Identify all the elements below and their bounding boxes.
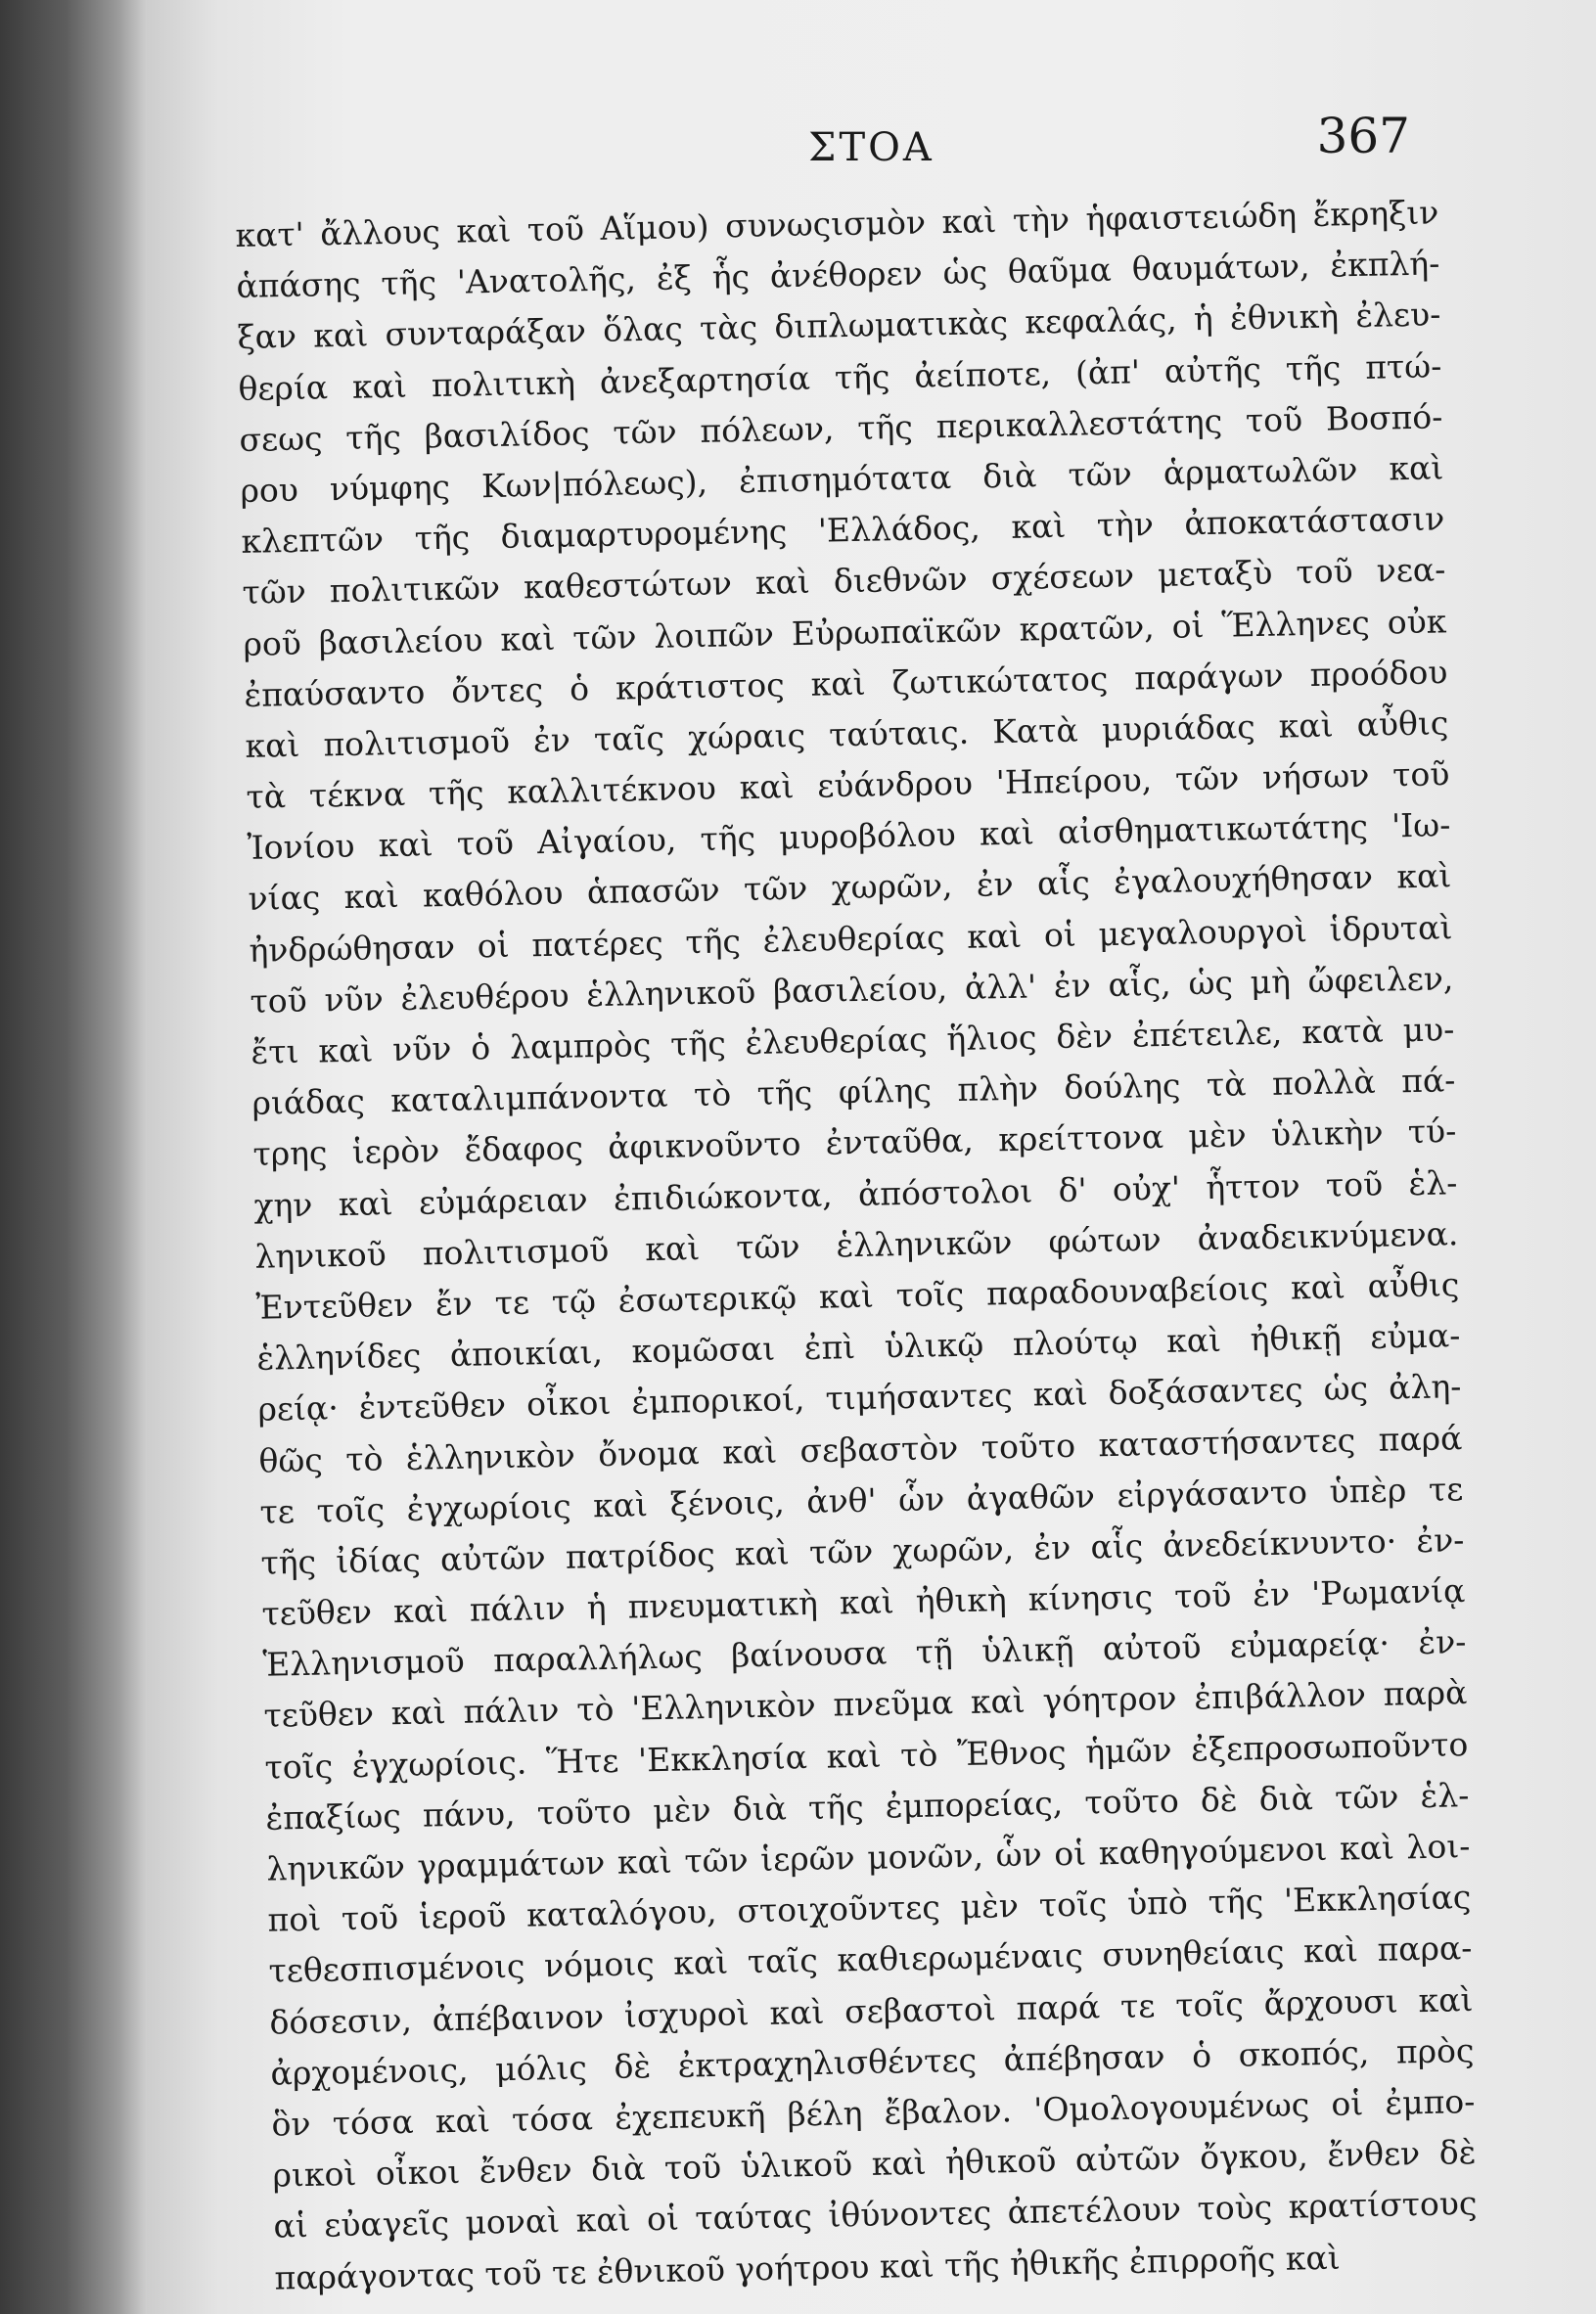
book-gutter-shadow (0, 0, 147, 2314)
text-line: Ἑλληνισμοῦ παραλλήλως βαίνουσα τῇ ὑλικῇ αὐτοῦ εὐμαρείᾳ· ἐν- (262, 1622, 1467, 1684)
text-line: θῶς τὸ ἑλληνικὸν ὄνομα καὶ σεβαστὸν τοῦτο καταστήσαντες παρά (258, 1418, 1463, 1480)
text-line: τῶν πολιτικῶν καθεστώτων καὶ διεθνῶν σχέσεων μεταξὺ τοῦ νεα- (242, 550, 1446, 613)
text-line: ροῦ βασιλείου καὶ τῶν λοιπῶν Εὐρωπαϊκῶν κρατῶν, οἱ Ἕλληνες οὐκ (243, 601, 1447, 663)
text-line: τῆς ἰδίας αὐτῶν πατρίδος καὶ τῶν χωρῶν, ἐν αἷς ἀνεδείκνυντο· ἐν- (260, 1520, 1465, 1582)
text-line: ὃν τόσα καὶ τόσα ἐχεπευκῆ βέλη ἔβαλον. 'Ομολογουμένως οἱ ἐμπο- (271, 2081, 1476, 2144)
text-line: τοῦ νῦν ἐλευθέρου ἑλληνικοῦ βασιλείου, ἀλλ' ἐν αἷς, ὡς μὴ ὤφειλεν, (250, 959, 1454, 1021)
page-title: ΣΤΟΑ (808, 125, 935, 170)
text-line: ληνικοῦ πολιτισμοῦ καὶ τῶν ἑλληνικῶν φώτων ἀναδεικνύμενα. (254, 1213, 1459, 1276)
text-line: ἔτι καὶ νῦν ὁ λαμπρὸς τῆς ἐλευθερίας ἥλιος δὲν ἐπέτειλε, κατὰ μυ- (251, 1010, 1455, 1071)
text-line: τε τοῖς ἐγχωρίοις καὶ ξένοις, ἀνθ' ὧν ἀγαθῶν εἰργάσαντο ὑπὲρ τε (259, 1469, 1464, 1531)
text-line: αἱ εὐαγεῖς μοναὶ καὶ οἱ ταύτας ἰθύνοντες ἀπετέλουν τοὺς κρατίστους (273, 2184, 1478, 2246)
text-line: ρείᾳ· ἐντεῦθεν οἶκοι ἐμπορικοί, τιμήσαντες καὶ δοξάσαντες ὡς ἀλη- (257, 1367, 1462, 1429)
text-line: τὰ τέκνα τῆς καλλιτέκνου καὶ εὐάνδρου 'Ηπείρου, τῶν νήσων τοῦ (246, 754, 1450, 816)
text-line: τεθεσπισμένοις νόμοις καὶ ταῖς καθιερωμέναις συνηθείαις καὶ παρα- (268, 1928, 1473, 1991)
text-line: ληνικῶν γραμμάτων καὶ τῶν ἱερῶν μονῶν, ὧν οἱ καθηγούμενοι καὶ λοι- (266, 1827, 1471, 1888)
text-line: ἑλληνίδες ἀποικίαι, κομῶσαι ἐπὶ ὑλικῷ πλούτῳ καὶ ἠθικῇ εὐμα- (256, 1316, 1461, 1378)
text-line: ρικοὶ οἶκοι ἔνθεν διὰ τοῦ ὑλικοῦ καὶ ἠθικοῦ αὐτῶν ὄγκου, ἔνθεν δὲ (272, 2133, 1477, 2195)
text-line: καὶ πολιτισμοῦ ἐν ταῖς χώραις ταύταις. Κατὰ μυριάδας καὶ αὖθις (245, 703, 1449, 765)
text-line: θερία καὶ πολιτικὴ ἀνεξαρτησία τῆς ἀείποτε, (ἀπ' αὐτῆς τῆς πτώ- (238, 345, 1442, 408)
text-line: ἠνδρώθησαν οἱ πατέρες τῆς ἐλευθερίας καὶ οἱ μεγαλουργοὶ ἱδρυταὶ (249, 907, 1453, 970)
text-line: ἀρχομένοις, μόλις δὲ ἐκτραχηλισθέντες ἀπέβησαν ὁ σκοπός, πρὸς (270, 2030, 1475, 2093)
text-line: νίας καὶ καθόλου ἁπασῶν τῶν χωρῶν, ἐν αἷς ἐγαλουχήθησαν καὶ (248, 856, 1452, 919)
text-line: ἐπαξίως πάνυ, τοῦτο μὲν διὰ τῆς ἐμπορείας, τοῦτο δὲ διὰ τῶν ἑλ- (265, 1775, 1470, 1838)
text-line: ἐπαύσαντο ὄντες ὁ κράτιστος καὶ ζωτικώτατος παράγων προόδου (244, 652, 1448, 714)
text-line: σεως τῆς βασιλίδος τῶν πόλεων, τῆς περικαλλεστάτης τοῦ Βοσπό- (239, 397, 1443, 459)
text-line: Ἰονίου καὶ τοῦ Αἰγαίου, τῆς μυροβόλου καὶ αἰσθηματικωτάτης 'Ιω- (247, 805, 1451, 868)
page-number: 367 (1316, 108, 1410, 164)
text-line: τοῖς ἐγχωρίοις. Ἥτε 'Εκκλησία καὶ τὸ Ἔθνος ἡμῶν ἐξεπροσωποῦντο (264, 1724, 1469, 1787)
text-line: δόσεσιν, ἀπέβαινον ἰσχυροὶ καὶ σεβαστοὶ παρά τε τοῖς ἄρχουσι καὶ (269, 1979, 1474, 2042)
text-line: ποὶ τοῦ ἱεροῦ καταλόγου, στοιχοῦντες μὲν τοῖς ὑπὸ τῆς 'Εκκλησίας (267, 1878, 1472, 1939)
text-line: τεῦθεν καὶ πάλιν τὸ 'Ελληνικὸν πνεῦμα καὶ γόητρον ἐπιβάλλον παρὰ (263, 1673, 1468, 1736)
text-line: ξαν καὶ συνταράξαν ὅλας τὰς διπλωματικὰς κεφαλάς, ἡ ἐθνικὴ ἐλευ- (237, 295, 1441, 357)
text-line: τρης ἱερὸν ἔδαφος ἀφικνοῦντο ἐνταῦθα, κρείττονα μὲν ὑλικὴν τύ- (252, 1112, 1457, 1174)
text-line: Ἐντεῦθεν ἔν τε τῷ ἐσωτερικῷ καὶ τοῖς παραδουναβείοις καὶ αὖθις (255, 1265, 1460, 1327)
text-line: χην καὶ εὐμάρειαν ἐπιδιώκοντα, ἀπόστολοι δ' οὐχ' ἧττον τοῦ ἑλ- (253, 1162, 1458, 1225)
running-head (147, 108, 1596, 176)
text-line: ἁπάσης τῆς 'Ανατολῆς, ἐξ ἧς ἀνέθορεν ὡς θαῦμα θαυμάτων, ἐκπλή- (236, 244, 1440, 306)
text-line: παράγοντας τοῦ τε ἐθνικοῦ γοήτρου καὶ τῆς ἠθικῆς ἐπιρροῆς καὶ (274, 2238, 1342, 2297)
text-line: ριάδας καταλιμπάνοντα τὸ τῆς φίλης πλὴν δούλης τὰ πολλὰ πά- (251, 1061, 1456, 1123)
body-text (235, 187, 1479, 2303)
text-line: ρου νύμφης Κων|πόλεως), ἐπισημότατα διὰ τῶν ἁρματωλῶν καὶ (240, 448, 1444, 510)
text-line: κατ' ἄλλους καὶ τοῦ Αἵμου) συνωςισμὸν καὶ τὴν ἡφαιστειώδη ἔκρηξιν (235, 193, 1439, 254)
text-line: τεῦθεν καὶ πάλιν ἡ πνευματικὴ καὶ ἠθικὴ κίνησις τοῦ ἐν 'Ρωμανίᾳ (261, 1571, 1466, 1633)
text-line: κλεπτῶν τῆς διαμαρτυρομένης 'Ελλάδος, καὶ τὴν ἀποκατάστασιν (241, 499, 1445, 562)
